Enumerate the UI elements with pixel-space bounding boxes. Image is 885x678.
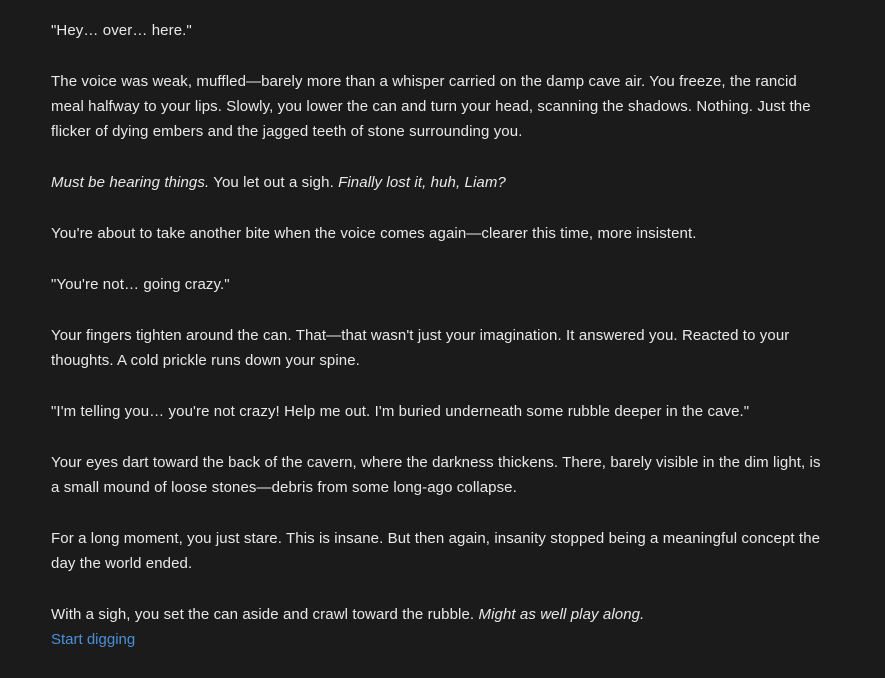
story-text-segment: Your eyes dart toward the back of the cavern, where the darkness thickens. There, barely visible in the dim light, is a small mound of loose stones—debris from some long-ago collapse. (51, 454, 821, 496)
story-paragraph-p10 (51, 602, 833, 627)
story-paragraph-p4 (51, 221, 833, 246)
story-text-segment: The voice was weak, muffled—barely more than a whisper carried on the damp cave air. You freeze, the rancid meal halfway to your lips. Slowly, you lower the can and turn your head, scanning the shadows. Nothing. Just the flicker of dying embers and the jagged teeth of stone surrounding you. (51, 73, 811, 140)
story-paragraph-p1 (51, 18, 833, 43)
story-paragraph-p6 (51, 323, 833, 373)
story-text-segment: Finally lost it, huh, Liam? (338, 174, 506, 191)
story-text-segment: You let out a sigh. (209, 174, 339, 191)
story-text-segment: With a sigh, you set the can aside and crawl toward the rubble. (51, 606, 479, 623)
story-paragraph-p2 (51, 69, 833, 144)
story-text-segment: "You're not… going crazy." (51, 276, 230, 293)
story-paragraph-p5 (51, 272, 833, 297)
story-paragraph-p7 (51, 399, 833, 424)
start-digging-action-link[interactable]: Start digging (51, 631, 136, 648)
story-paragraph-p8 (51, 450, 833, 500)
story-text-segment: Your fingers tighten around the can. That—that wasn't just your imagination. It answered you. Reacted to your thoughts. A cold prickle runs down your spine. (51, 327, 790, 369)
story-paragraph-p9 (51, 526, 833, 576)
story-text-segment: Must be hearing things. (51, 174, 210, 191)
story-text-segment: Might as well play along. (478, 606, 645, 623)
story-text-segment: You're about to take another bite when the voice comes again—clearer this time, more insistent. (51, 225, 697, 242)
story-text-segment: "Hey… over… here." (51, 22, 192, 39)
story-paragraph-p3 (51, 170, 833, 195)
story-text-segment: For a long moment, you just stare. This is insane. But then again, insanity stopped being a meaningful concept the day the world ended. (51, 530, 821, 572)
story-text-segment: "I'm telling you… you're not crazy! Help me out. I'm buried underneath some rubble deeper in the cave." (51, 403, 750, 420)
